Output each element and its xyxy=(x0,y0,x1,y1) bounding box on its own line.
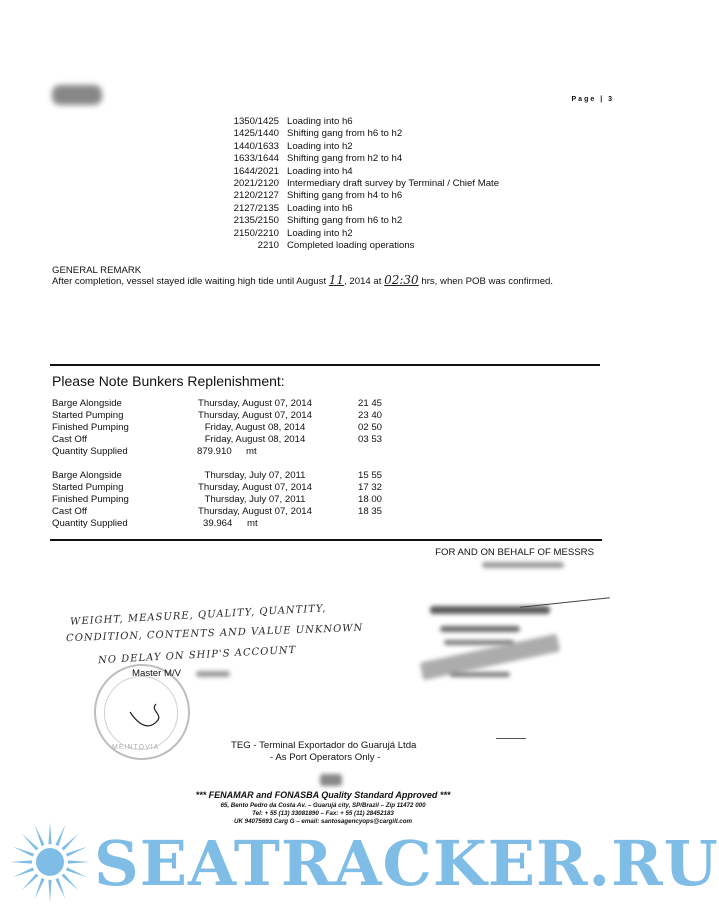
page-number: Page | 3 xyxy=(571,96,614,103)
log-row xyxy=(225,215,499,227)
general-remark-text: After completion, vessel stayed idle waiting high tide until August 11, 2014 at 02:30 hrs, when POB was confirmed. xyxy=(52,273,554,287)
log-event: Loading into h4 xyxy=(287,165,353,177)
log-row xyxy=(225,128,499,140)
terminal-role: - As Port Operators Only - xyxy=(270,752,381,763)
log-event: Shifting gang from h6 to h2 xyxy=(287,128,403,140)
log-time: 1350/1425 xyxy=(233,116,279,127)
bunker-label: Barge Alongside xyxy=(52,398,122,409)
bunker-date: Friday, August 08, 2014 xyxy=(204,434,306,445)
watermark-text: SEATRACKER.RU xyxy=(94,827,719,900)
log-event: Loading into h6 xyxy=(287,202,353,214)
log-row xyxy=(225,190,499,202)
bunker-date: Thursday, August 07, 2014 xyxy=(198,506,312,517)
log-row xyxy=(225,166,499,178)
log-event: Loading into h6 xyxy=(287,116,353,127)
general-remark-title: GENERAL REMARK xyxy=(52,265,142,276)
loading-log xyxy=(225,116,499,252)
master-label: Master M/V xyxy=(132,668,182,679)
bunker-label: Finished Pumping xyxy=(52,422,129,433)
log-event: Shifting gang from h6 to h2 xyxy=(287,215,403,227)
quantity-value: 39.964 xyxy=(203,518,233,529)
log-time: 2127/2135 xyxy=(233,202,279,214)
company-stamp xyxy=(410,596,580,696)
log-time: 2210 xyxy=(257,240,279,252)
bunker-time: 21 45 xyxy=(358,398,383,409)
quantity-unit: mt xyxy=(246,446,257,457)
log-event: Loading into h2 xyxy=(287,227,353,239)
bunker-label: Barge Alongside xyxy=(52,470,122,481)
bunker-time: 18 00 xyxy=(358,494,383,505)
bunker-time: 23 40 xyxy=(358,410,383,421)
footer-email: UK 94075693 Carg G – email: santosagencyops@cargill.com xyxy=(234,818,412,825)
divider-top xyxy=(50,364,600,366)
watermark-sun-icon xyxy=(8,820,92,904)
log-time: 2120/2127 xyxy=(233,190,279,202)
terminal-name: TEG - Terminal Exportador do Guarujá Ltda xyxy=(231,740,417,751)
quantity-label: Quantity Supplied xyxy=(52,518,128,529)
bunker-date: Friday, August 08, 2014 xyxy=(204,422,306,433)
signature xyxy=(120,692,180,732)
log-row xyxy=(225,178,499,190)
bunker-time: 17 32 xyxy=(358,482,383,493)
handwritten-line-3: NO DELAY ON SHIP'S ACCOUNT xyxy=(97,644,297,667)
redacted-company xyxy=(482,562,564,568)
log-time: 2135/2150 xyxy=(233,215,279,227)
bunker-label: Started Pumping xyxy=(52,482,124,493)
bunker-date: Thursday, August 07, 2014 xyxy=(198,482,312,493)
bunker-date: Thursday, August 07, 2014 xyxy=(198,410,312,421)
log-event: Intermediary draft survey by Terminal / Chief Mate xyxy=(287,178,500,190)
handwritten-line-1: WEIGHT, MEASURE, QUALITY, QUANTITY, xyxy=(69,603,327,628)
dash-mark xyxy=(496,738,526,739)
log-row xyxy=(225,203,499,215)
divider-bottom xyxy=(50,539,602,541)
log-row xyxy=(225,240,499,252)
handwritten-line-2: CONDITION, CONTENTS AND VALUE UNKNOWN xyxy=(65,622,364,645)
bunker-time: 03 53 xyxy=(358,434,383,445)
log-row xyxy=(225,116,499,128)
log-time: 2021/2120 xyxy=(233,178,279,190)
log-row xyxy=(225,228,499,240)
stamp-text: MEINTOVIA xyxy=(112,744,160,751)
bunker-time: 02 50 xyxy=(358,422,383,433)
log-event: Shifting gang from h2 to h4 xyxy=(287,153,403,165)
handwritten-time: 02:30 xyxy=(384,273,419,287)
footer-title: *** FENAMAR and FONASBA Quality Standard Approved *** xyxy=(195,790,451,800)
log-time: 1633/1644 xyxy=(233,153,279,165)
log-event: Shifting gang from h4 to h6 xyxy=(287,190,403,202)
bunker-label: Finished Pumping xyxy=(52,494,129,505)
log-row xyxy=(225,153,499,165)
bunker-label: Cast Off xyxy=(52,506,88,517)
log-event: Completed loading operations xyxy=(287,240,415,252)
log-time: 1644/2021 xyxy=(233,165,279,177)
log-time: 1440/1633 xyxy=(233,140,279,152)
handwritten-day: 11 xyxy=(328,273,345,287)
on-behalf-of: FOR AND ON BEHALF OF MESSRS xyxy=(435,547,594,558)
bunkers-title: Please Note Bunkers Replenishment: xyxy=(52,373,285,389)
bunker-time: 18 35 xyxy=(358,506,383,517)
quantity-unit: mt xyxy=(247,518,258,529)
footer-logo xyxy=(320,774,342,786)
bunker-date: Thursday, August 07, 2014 xyxy=(198,398,312,409)
footer-address: 65, Bento Pedro da Costa Av. – Guarujá city, SP/Brazil – Zip 11472 000 xyxy=(220,802,426,809)
quantity-value: 879.910 xyxy=(197,446,232,457)
log-time: 1425/1440 xyxy=(233,128,279,140)
bunker-time: 15 55 xyxy=(358,470,383,481)
quantity-label: Quantity Supplied xyxy=(52,446,128,457)
footer-phone: Tel: + 55 (13) 33081890 – Fax: + 55 (11) 28452183 xyxy=(252,810,394,817)
log-time: 2150/2210 xyxy=(233,227,279,239)
bunker-date: Thursday, July 07, 2011 xyxy=(204,470,306,481)
log-event: Loading into h2 xyxy=(287,140,353,152)
bunker-label: Started Pumping xyxy=(52,410,124,421)
bunker-date: Thursday, July 07, 2011 xyxy=(204,494,306,505)
company-logo xyxy=(52,85,102,105)
redacted-vessel xyxy=(196,671,230,677)
log-row xyxy=(225,141,499,153)
bunker-label: Cast Off xyxy=(52,434,88,445)
